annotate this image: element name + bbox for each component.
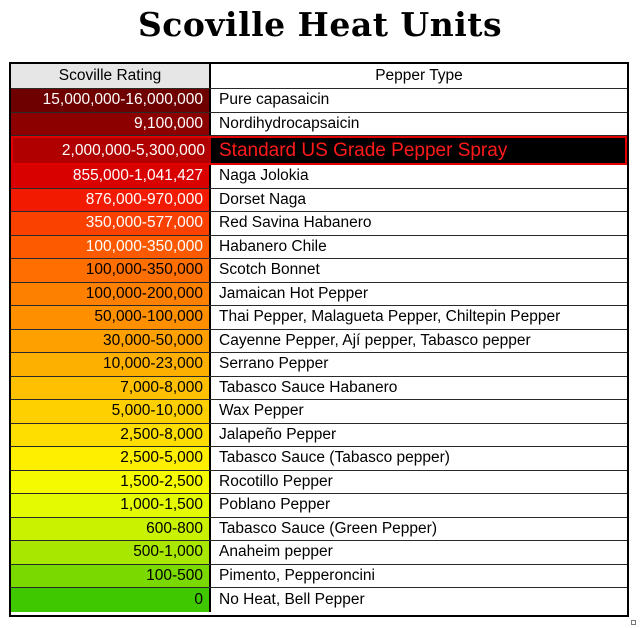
page-title: Scoville Heat Units bbox=[137, 5, 503, 44]
pepper-type-cell: Pimento, Pepperoncini bbox=[211, 565, 627, 588]
table-row bbox=[11, 259, 627, 283]
pepper-type-cell: Habanero Chile bbox=[211, 236, 627, 259]
table-row bbox=[11, 447, 627, 471]
table-row bbox=[11, 565, 627, 589]
table-row bbox=[11, 189, 627, 213]
table-row bbox=[11, 306, 627, 330]
scoville-rating-cell: 10,000-23,000 bbox=[11, 353, 211, 376]
scoville-rating-cell: 7,000-8,000 bbox=[11, 377, 211, 400]
scoville-rating-cell: 855,000-1,041,427 bbox=[11, 165, 211, 188]
pepper-type-cell: Tabasco Sauce (Tabasco pepper) bbox=[211, 447, 627, 470]
scoville-table bbox=[9, 62, 629, 617]
table-row bbox=[11, 283, 627, 307]
pepper-type-cell: Anaheim pepper bbox=[211, 541, 627, 564]
resize-handle bbox=[631, 620, 636, 625]
table-row bbox=[11, 89, 627, 113]
scoville-rating-cell: 30,000-50,000 bbox=[11, 330, 211, 353]
header-pepper-type: Pepper Type bbox=[211, 64, 627, 88]
table-header bbox=[11, 64, 627, 89]
scoville-rating-cell: 100,000-200,000 bbox=[11, 283, 211, 306]
table-row bbox=[11, 400, 627, 424]
scoville-rating-cell: 1,000-1,500 bbox=[11, 494, 211, 517]
pepper-type-cell: Scotch Bonnet bbox=[211, 259, 627, 282]
scoville-rating-cell: 500-1,000 bbox=[11, 541, 211, 564]
table-row bbox=[11, 424, 627, 448]
scoville-rating-cell: 100,000-350,000 bbox=[11, 236, 211, 259]
scoville-rating-cell: 2,500-5,000 bbox=[11, 447, 211, 470]
pepper-type-cell: Tabasco Sauce Habanero bbox=[211, 377, 627, 400]
pepper-type-cell: Tabasco Sauce (Green Pepper) bbox=[211, 518, 627, 541]
pepper-type-cell: Thai Pepper, Malagueta Pepper, Chiltepin Pepper bbox=[211, 306, 627, 329]
scoville-rating-cell: 1,500-2,500 bbox=[11, 471, 211, 494]
table-row bbox=[11, 518, 627, 542]
pepper-type-cell: Red Savina Habanero bbox=[211, 212, 627, 235]
scoville-rating-cell: 100-500 bbox=[11, 565, 211, 588]
table-row bbox=[11, 471, 627, 495]
scoville-rating-cell: 2,000,000-5,300,000 bbox=[13, 138, 213, 163]
scoville-rating-cell: 100,000-350,000 bbox=[11, 259, 211, 282]
scoville-rating-cell: 9,100,000 bbox=[11, 113, 211, 136]
pepper-type-cell: Standard US Grade Pepper Spray bbox=[213, 138, 625, 163]
header-rating: Scoville Rating bbox=[11, 64, 211, 88]
pepper-type-cell: Serrano Pepper bbox=[211, 353, 627, 376]
table-row bbox=[11, 330, 627, 354]
table-row-highlighted bbox=[11, 136, 627, 165]
pepper-type-cell: No Heat, Bell Pepper bbox=[211, 588, 627, 612]
table-row bbox=[11, 541, 627, 565]
scoville-rating-cell: 876,000-970,000 bbox=[11, 189, 211, 212]
table-row bbox=[11, 377, 627, 401]
table-row bbox=[11, 353, 627, 377]
pepper-type-cell: Poblano Pepper bbox=[211, 494, 627, 517]
pepper-type-cell: Jamaican Hot Pepper bbox=[211, 283, 627, 306]
scoville-rating-cell: 5,000-10,000 bbox=[11, 400, 211, 423]
scoville-rating-cell: 350,000-577,000 bbox=[11, 212, 211, 235]
scoville-rating-cell: 50,000-100,000 bbox=[11, 306, 211, 329]
pepper-type-cell: Wax Pepper bbox=[211, 400, 627, 423]
scoville-rating-cell: 600-800 bbox=[11, 518, 211, 541]
scoville-rating-cell: 0 bbox=[11, 588, 211, 612]
pepper-type-cell: Rocotillo Pepper bbox=[211, 471, 627, 494]
pepper-type-cell: Pure capasaicin bbox=[211, 89, 627, 112]
pepper-type-cell: Cayenne Pepper, Ají pepper, Tabasco pepper bbox=[211, 330, 627, 353]
pepper-type-cell: Naga Jolokia bbox=[211, 165, 627, 188]
table-row bbox=[11, 212, 627, 236]
table-row bbox=[11, 494, 627, 518]
table-row bbox=[11, 236, 627, 260]
pepper-type-cell: Dorset Naga bbox=[211, 189, 627, 212]
pepper-type-cell: Nordihydrocapsaicin bbox=[211, 113, 627, 136]
scoville-rating-cell: 2,500-8,000 bbox=[11, 424, 211, 447]
pepper-type-cell: Jalapeño Pepper bbox=[211, 424, 627, 447]
table-row bbox=[11, 165, 627, 189]
table-row bbox=[11, 588, 627, 612]
scoville-rating-cell: 15,000,000-16,000,000 bbox=[11, 89, 211, 112]
table-row bbox=[11, 113, 627, 137]
